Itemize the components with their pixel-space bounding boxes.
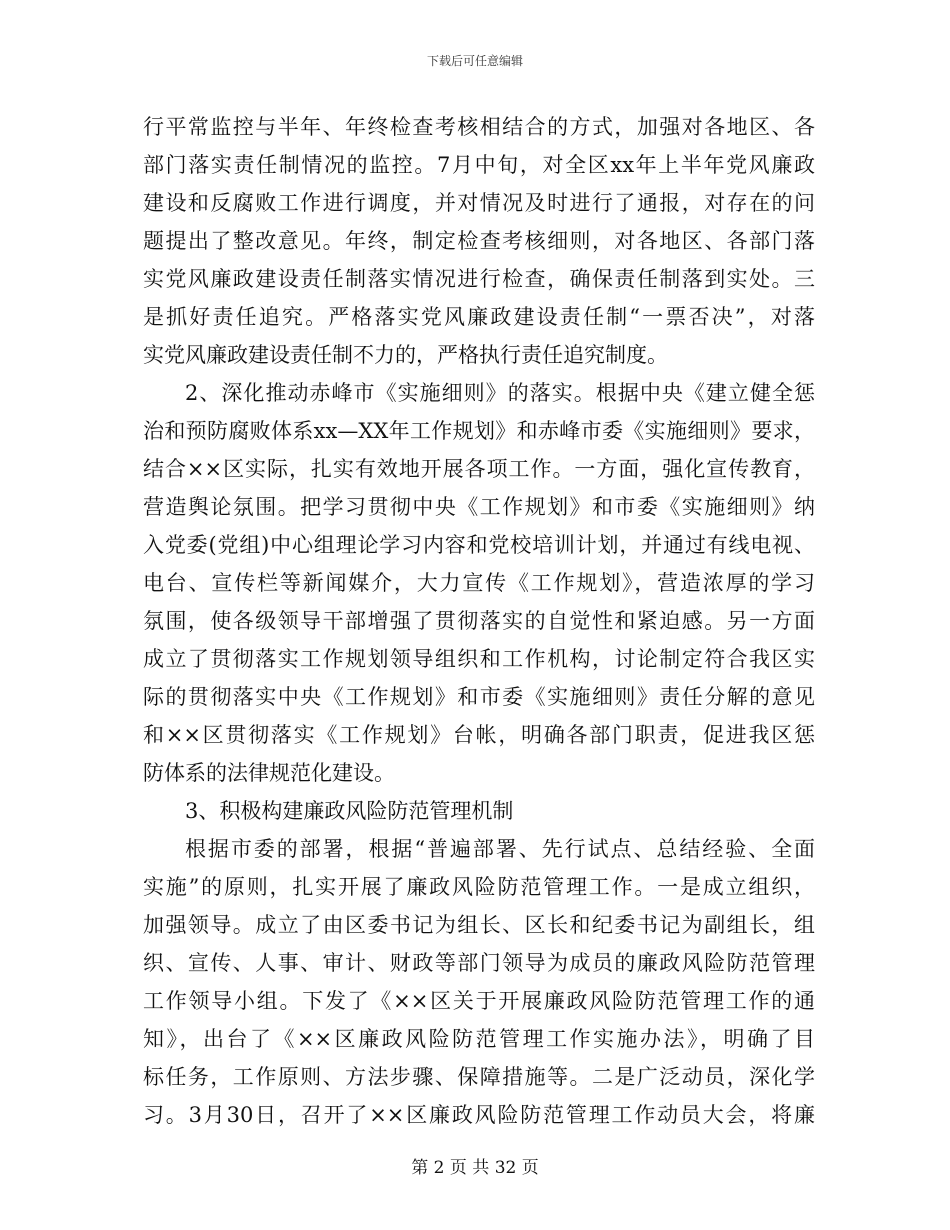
text-line: 氛围，使各级领导干部增强了贯彻落实的自觉性和紧迫感。另一方面 bbox=[143, 609, 815, 633]
text-line: 题提出了整改意见。年终，制定检查考核细则，对各地区、各部门落 bbox=[143, 229, 815, 253]
text-line: 实党风廉政建设责任制落实情况进行检查，确保责任制落到实处。三 bbox=[143, 267, 815, 291]
text-line: 知》，出台了《××区廉政风险防范管理工作实施办法》，明确了目 bbox=[143, 1027, 815, 1051]
text-line: 标任务，工作原则、方法步骤、保障措施等。二是广泛动员，深化学 bbox=[143, 1065, 815, 1089]
text-line: 行平常监控与半年、年终检查考核相结合的方式，加强对各地区、各 bbox=[143, 115, 815, 139]
text-line: 治和预防腐败体系xx—XX年工作规划》和赤峰市委《实施细则》要求， bbox=[143, 419, 815, 443]
text-line: 实施”的原则，扎实开展了廉政风险防范管理工作。一是成立组织， bbox=[143, 875, 815, 899]
text-line: 入党委(党组)中心组理论学习内容和党校培训计划，并通过有线电视、 bbox=[143, 533, 815, 557]
paragraph-first-line: 根据市委的部署，根据“普遍部署、先行试点、总结经验、全面 bbox=[185, 837, 815, 861]
text-line: 工作领导小组。下发了《××区关于开展廉政风险防范管理工作的通 bbox=[143, 989, 815, 1013]
text-line: 是抓好责任追究。严格落实党风廉政建设责任制“一票否决”，对落 bbox=[143, 305, 815, 329]
text-line: 习。3月30日，召开了××区廉政风险防范管理工作动员大会，将廉 bbox=[143, 1103, 815, 1127]
text-line: 防体系的法律规范化建设。 bbox=[143, 761, 395, 785]
text-line: 际的贯彻落实中央《工作规划》和市委《实施细则》责任分解的意见 bbox=[143, 685, 815, 709]
text-line: 成立了贯彻落实工作规划领导组织和工作机构，讨论制定符合我区实 bbox=[143, 647, 815, 671]
section-heading: 3、积极构建廉政风险防范管理机制 bbox=[185, 799, 514, 823]
text-line: 结合××区实际，扎实有效地开展各项工作。一方面，强化宣传教育， bbox=[143, 457, 815, 481]
document-body bbox=[143, 108, 815, 1134]
text-line: 营造舆论氛围。把学习贯彻中央《工作规划》和市委《实施细则》纳 bbox=[143, 495, 815, 519]
page-number: 第 2 页 共 32 页 bbox=[411, 1158, 539, 1178]
text-line: 织、宣传、人事、审计、财政等部门领导为成员的廉政风险防范管理 bbox=[143, 951, 815, 975]
paragraph-first-line: 2、深化推动赤峰市《实施细则》的落实。根据中央《建立健全惩 bbox=[185, 381, 815, 405]
text-line: 电台、宣传栏等新闻媒介，大力宣传《工作规划》，营造浓厚的学习 bbox=[143, 571, 815, 595]
text-line: 加强领导。成立了由区委书记为组长、区长和纪委书记为副组长，组 bbox=[143, 913, 815, 937]
text-line: 实党风廉政建设责任制不力的，严格执行责任追究制度。 bbox=[143, 343, 668, 367]
text-line: 建设和反腐败工作进行调度，并对情况及时进行了通报，对存在的问 bbox=[143, 191, 815, 215]
text-line: 部门落实责任制情况的监控。7月中旬，对全区xx年上半年党风廉政 bbox=[143, 153, 815, 177]
text-line: 和××区贯彻落实《工作规划》台帐，明确各部门职责，促进我区惩 bbox=[143, 723, 815, 747]
page-header-note: 下载后可任意编辑 bbox=[426, 54, 523, 68]
